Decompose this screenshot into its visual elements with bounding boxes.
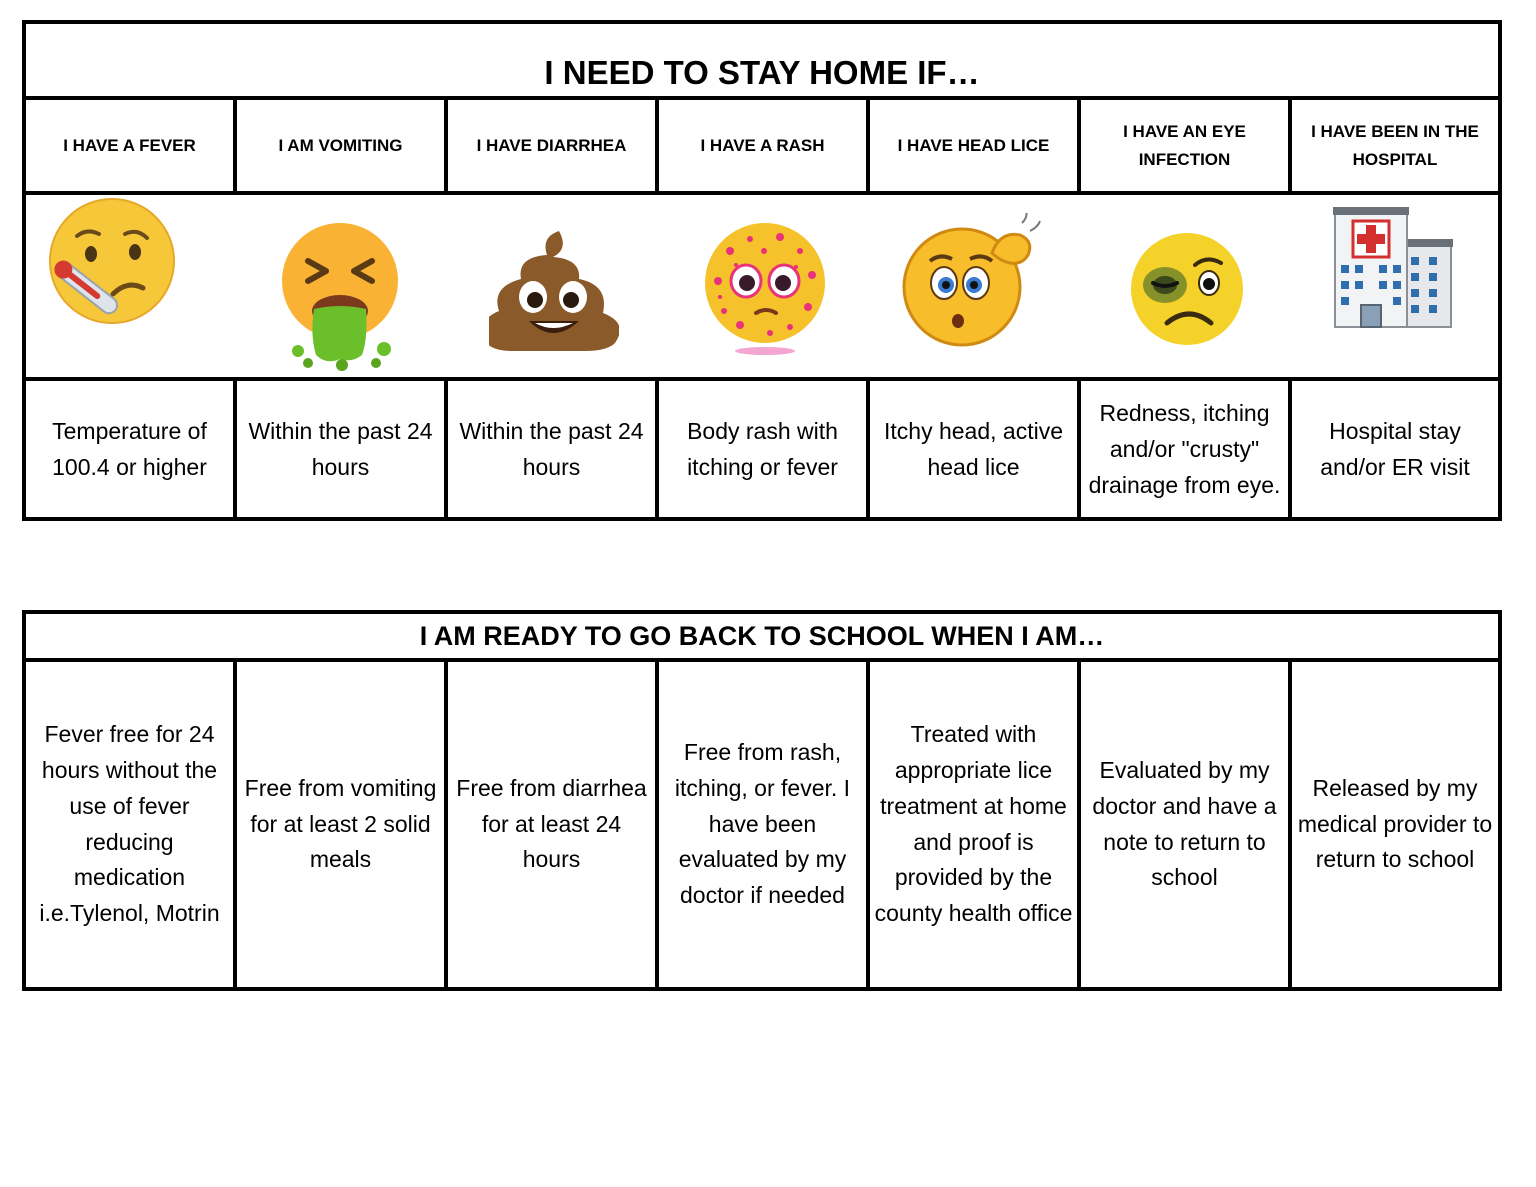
return-condition-vomiting: Free from vomiting for at least 2 solid meals xyxy=(237,662,448,987)
description-hospital: Hospital stay and/or ER visit xyxy=(1320,418,1470,480)
back-to-school-row xyxy=(26,662,1498,987)
rash-face-icon xyxy=(700,221,830,361)
header-eye-infection: I HAVE AN EYE INFECTION xyxy=(1081,100,1292,191)
hospital-icon xyxy=(1329,205,1455,331)
return-condition-rash: Free from rash, itching, or fever. I have been evaluated by my doctor if needed xyxy=(659,662,870,987)
return-condition-hospital: Released by my medical provider to return to school xyxy=(1297,774,1493,873)
return-condition-fever: Fever free for 24 hours without the use of fever reducing medication i.e.Tylenol, Motrin xyxy=(26,662,237,987)
stay-home-icon-row xyxy=(26,195,1498,381)
poop-icon xyxy=(489,225,619,355)
vomiting-face-icon xyxy=(278,221,408,371)
thermometer-face-icon xyxy=(47,196,177,326)
description-head-lice: Itchy head, active head lice xyxy=(870,381,1081,517)
black-eye-face-icon xyxy=(1127,231,1247,351)
header-hospital: I HAVE BEEN IN THE HOSPITAL xyxy=(1311,121,1479,169)
stay-home-description-row xyxy=(26,381,1498,517)
description-fever: Temperature of 100.4 or higher xyxy=(26,381,237,517)
header-fever: I HAVE A FEVER xyxy=(26,100,237,191)
header-rash: I HAVE A RASH xyxy=(659,100,870,191)
back-to-school-table xyxy=(22,610,1502,991)
stay-home-table xyxy=(22,20,1502,521)
description-diarrhea: Within the past 24 hours xyxy=(448,381,659,517)
return-condition-eye-infection: Evaluated by my doctor and have a note to return to school xyxy=(1081,662,1292,987)
description-eye-infection: Redness, itching and/or "crusty" drainage from eye. xyxy=(1081,381,1292,517)
return-condition-diarrhea: Free from diarrhea for at least 24 hours xyxy=(448,662,659,987)
head-scratch-face-icon xyxy=(896,213,1046,353)
back-to-school-title: I AM READY TO GO BACK TO SCHOOL WHEN I AM… xyxy=(26,614,1498,662)
stay-home-title: I NEED TO STAY HOME IF… xyxy=(26,24,1498,100)
return-condition-head-lice: Treated with appropriate lice treatment at home and proof is provided by the county health office xyxy=(870,662,1081,987)
header-head-lice: I HAVE HEAD LICE xyxy=(870,100,1081,191)
description-vomiting: Within the past 24 hours xyxy=(237,381,448,517)
header-diarrhea: I HAVE DIARRHEA xyxy=(448,100,659,191)
stay-home-header-row xyxy=(26,100,1498,195)
header-vomiting: I AM VOMITING xyxy=(237,100,448,191)
description-rash: Body rash with itching or fever xyxy=(659,381,870,517)
